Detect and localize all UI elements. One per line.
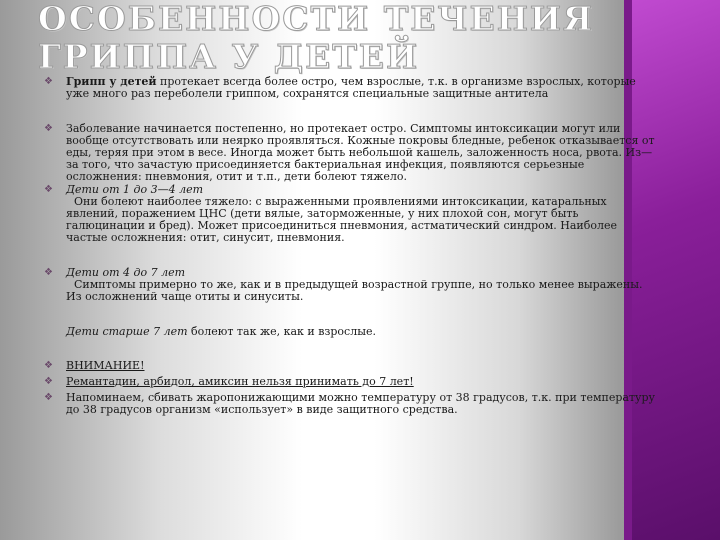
bullet-icon: ❖	[44, 376, 53, 387]
item-text: Заболевание начинается постепенно, но протекает остро. Симптомы интоксикации могут или вообще отсутствовать или неярко проявляться. Кожные покровы бледные, ребенок отказывается от еды, теряя при этом в весе. Иногда может быть небольшой кашель, заложенность носа, рвота. Из—за того, что зачастую присоединяется бактериальная инфекция, появляются серьезные осложнения: пневмония, отит и т.п., дети болеют тяжело.	[66, 122, 655, 183]
bullet-icon: ❖	[44, 267, 53, 278]
slide-body	[0, 76, 660, 416]
item-bold-text: Грипп у детей	[66, 75, 157, 88]
list-item	[0, 376, 660, 388]
warning-text: ВНИМАНИЕ!	[66, 359, 145, 372]
list-item	[0, 392, 660, 416]
list-item	[0, 184, 660, 244]
item-text: Напоминаем, сбивать жаропонижающими можно температуру от 38 градусов, т.к. при температуру до 38 градусов организм «использует» в виде защитного средства.	[66, 391, 656, 416]
item-heading: Дети от 4 до 7 лет	[66, 266, 186, 279]
item-text: Они болеют наиболее тяжело: с выраженными проявлениями интоксикации, катаральных явлений, поражением ЦНС (дети вялые, заторможенные, у них плохой сон, могут быть галюцинации и бред). Может присоединиться пневмония, астматический синдром. Наиболее частые осложнения: отит, синусит, пневмония.	[66, 195, 618, 244]
list-item	[0, 123, 660, 183]
item-heading: Дети от 1 до 3—4 лет	[66, 183, 204, 196]
list-item-plain	[0, 326, 660, 338]
slide-title: ОСОБЕННОСТИ ТЕЧЕНИЯ ГРИППА У ДЕТЕЙ	[38, 0, 595, 76]
bullet-icon: ❖	[44, 184, 53, 195]
list-item	[0, 360, 660, 372]
item-text: Симптомы примерно то же, как и в предыдущей возрастной группе, но только менее выражены. Из осложнений чаще отиты и синуситы.	[66, 278, 643, 303]
warning-text: Ремантадин, арбидол, амиксин нельзя принимать до 7 лет!	[66, 375, 414, 388]
list-item	[0, 76, 660, 100]
item-text: протекает всегда более остро, чем взрослые, т.к. в организме взрослых, которые уже много раз переболели гриппом, сохранятся специальные защитные антитела	[66, 75, 636, 100]
item-italic-text: Дети старше 7 лет	[66, 325, 188, 338]
bullet-icon: ❖	[44, 392, 53, 403]
list-item	[0, 267, 660, 303]
bullet-icon: ❖	[44, 76, 53, 87]
bullet-icon: ❖	[44, 360, 53, 371]
bullet-icon: ❖	[44, 123, 53, 134]
item-text: болеют так же, как и взрослые.	[187, 325, 376, 338]
